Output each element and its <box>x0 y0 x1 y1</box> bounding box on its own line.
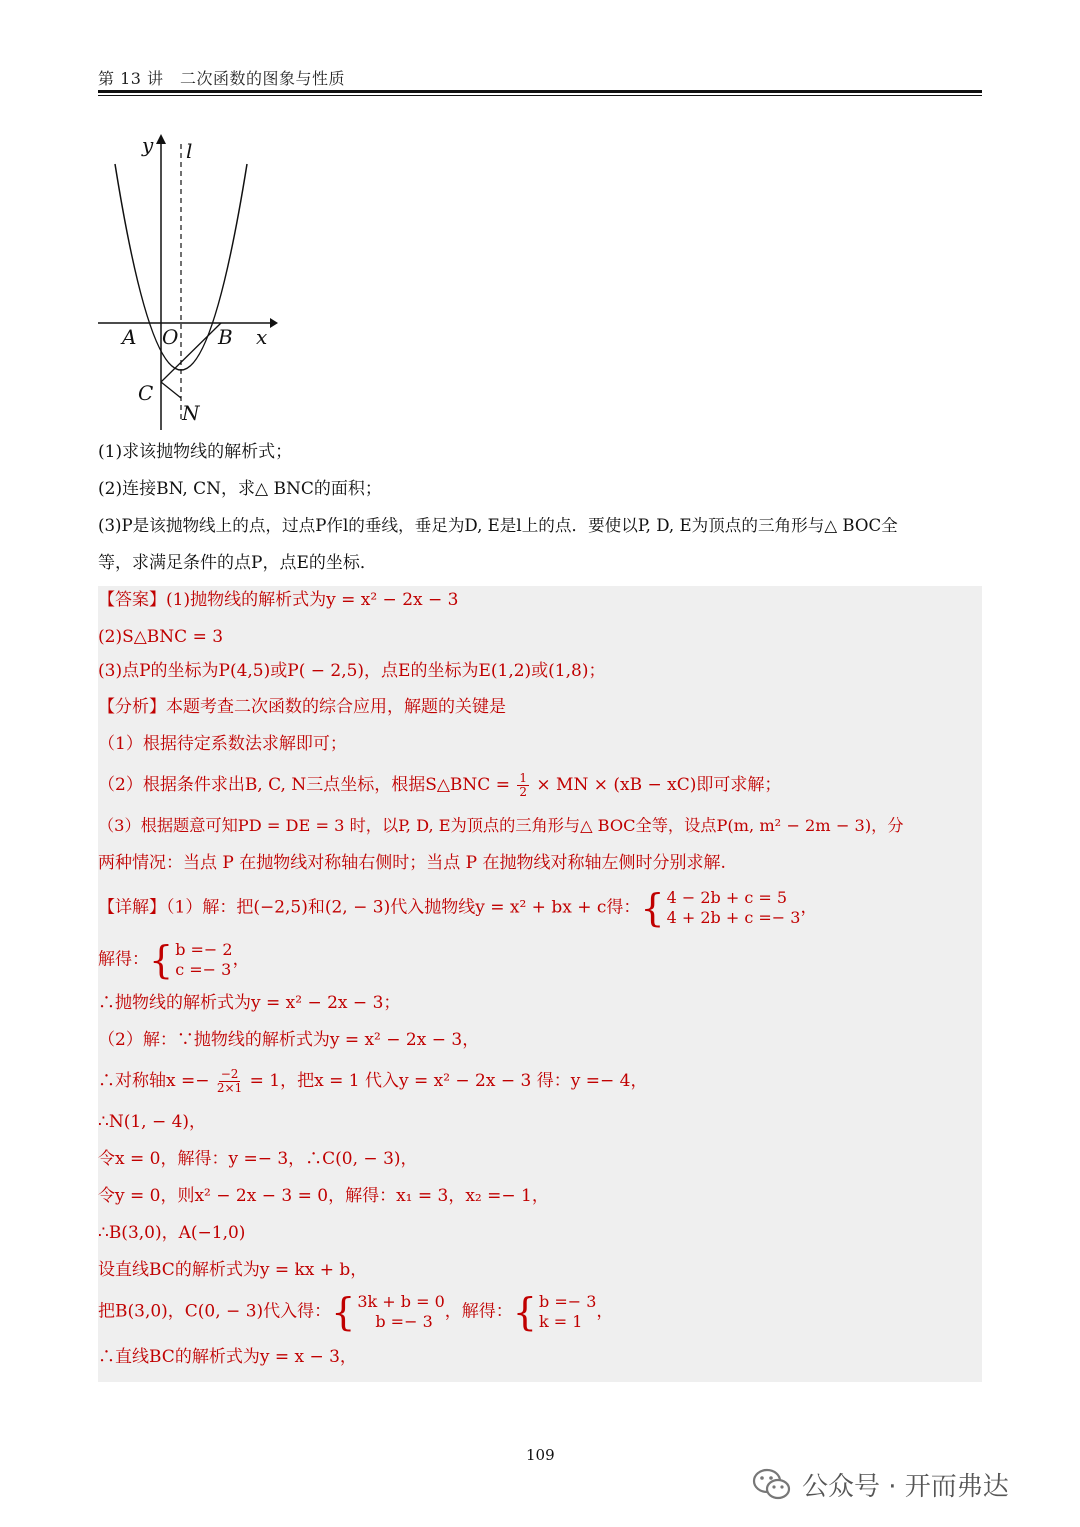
answer-1: (1)抛物线的解析式为y = x² − 2x − 3 <box>166 590 459 610</box>
detail-line-5 <box>98 1068 647 1095</box>
analysis-intro: 本题考查二次函数的综合应用，解题的关键是 <box>166 697 506 717</box>
brace-icon: { <box>512 1290 537 1334</box>
question-3-line-2: 等，求满足条件的点P，点E的坐标． <box>98 553 377 573</box>
detail-system-4-row-1: b =− 3 <box>538 1292 597 1311</box>
detail-line-7: 令x = 0，解得：y =− 3，∴C(0, − 3)， <box>98 1149 418 1169</box>
detail-line-2 <box>98 940 250 980</box>
detail-11-mid: ，解得： <box>444 1301 513 1322</box>
detail-11-post: ， <box>596 1301 614 1322</box>
detail-1-post: ， <box>800 897 818 918</box>
detail-system-3-row-2: b =− 3 <box>375 1312 433 1331</box>
detail-system-2-row-2: c =− 3 <box>175 960 232 979</box>
detail-label: 【详解】 <box>98 897 166 918</box>
label-l: l <box>186 139 193 163</box>
detail-system-3 <box>331 1292 445 1332</box>
header-rule-thick <box>98 90 982 93</box>
detail-5-post: = 1，把x = 1 代入y = x² − 2x − 3 得：y =− 4， <box>244 1071 648 1091</box>
detail-fraction <box>217 1068 242 1095</box>
label-O: O <box>162 325 179 349</box>
detail-system-1-row-1: 4 − 2b + c = 5 <box>666 888 788 907</box>
detail-system-1 <box>640 888 800 928</box>
analysis-fraction-den: 2 <box>519 785 527 799</box>
brace-icon: { <box>640 886 665 930</box>
label-C: C <box>138 381 154 405</box>
detail-system-1-row-2: 4 + 2b + c =− 3 <box>666 908 801 927</box>
segment-cn <box>161 382 181 398</box>
analysis-step-2-post: × MN × (xB − xC)即可求解； <box>531 775 782 795</box>
detail-fraction-den: 2×1 <box>216 1081 243 1095</box>
y-axis-arrow <box>156 134 166 144</box>
analysis-step-2 <box>98 772 781 799</box>
answer-2: (2)S△BNC = 3 <box>98 627 224 647</box>
detail-line-3: ∴抛物线的解析式为y = x² − 2x − 3； <box>98 993 401 1013</box>
analysis-fraction-num: 1 <box>519 771 527 785</box>
label-A: A <box>122 325 137 349</box>
detail-line-6: ∴N(1, − 4)， <box>98 1112 207 1132</box>
header-rule-thin <box>98 95 982 96</box>
detail-5-pre: ∴对称轴x =− <box>98 1071 215 1091</box>
question-1: (1)求该抛物线的解析式； <box>98 442 293 462</box>
label-B: B <box>218 325 233 349</box>
analysis-step-1: （1）根据待定系数法求解即可； <box>98 734 347 754</box>
answer-3: (3)点P的坐标为P(4,5)或P( − 2,5)，点E的坐标为E(1,2)或(1,8)； <box>98 661 606 681</box>
detail-11-pre: 把B(3,0)，C(0, − 3)代入得： <box>98 1301 332 1322</box>
detail-1-pre: （1）解：把(−2,5)和(2, − 3)代入抛物线y = x² + bx + c得： <box>166 897 641 918</box>
page-number: 109 <box>526 1446 555 1464</box>
analysis-step-2-pre: （2）根据条件求出B, C, N三点坐标，根据S△BNC = <box>98 775 516 795</box>
brace-icon: { <box>331 1290 356 1334</box>
analysis-line <box>98 695 506 719</box>
detail-line-1 <box>98 888 817 928</box>
question-3-line-1: (3)P是该抛物线上的点，过点P作l的垂线，垂足为D, E是l上的点．要使以P, D, E为顶点的三角形与△ BOC全 <box>98 516 898 535</box>
label-N: N <box>182 401 200 425</box>
page-header-title: 第 13 讲 二次函数的图象与性质 <box>98 69 346 88</box>
detail-2-pre: 解得： <box>98 949 149 970</box>
x-axis-arrow <box>270 318 278 328</box>
question-2: (2)连接BN, CN，求△ BNC的面积； <box>98 479 382 499</box>
detail-system-3-row-1: 3k + b = 0 <box>357 1292 445 1311</box>
detail-line-9: ∴B(3,0)，A(−1,0) <box>98 1223 246 1243</box>
detail-line-12: ∴直线BC的解析式为y = x − 3， <box>98 1347 357 1367</box>
analysis-fraction <box>517 772 529 799</box>
detail-fraction-num: −2 <box>220 1067 239 1081</box>
detail-2-post: ， <box>232 949 250 970</box>
wechat-icon <box>752 1467 792 1503</box>
detail-system-2 <box>149 940 233 980</box>
answer-label: 【答案】 <box>98 590 166 610</box>
parabola-graph <box>98 130 298 430</box>
detail-system-2-row-1: b =− 2 <box>175 940 233 959</box>
watermark <box>752 1466 1009 1503</box>
detail-system-4 <box>513 1292 597 1332</box>
detail-system-4-row-2: k = 1 <box>538 1312 583 1331</box>
analysis-label: 【分析】 <box>98 697 166 717</box>
label-x: x <box>256 325 268 349</box>
watermark-text: 公众号 · 开而弗达 <box>802 1472 1009 1502</box>
label-y: y <box>142 133 154 157</box>
detail-line-10: 设直线BC的解析式为y = kx + b， <box>98 1260 368 1280</box>
detail-line-8: 令y = 0，则x² − 2x − 3 = 0，解得：x₁ = 3，x₂ =− 1， <box>98 1186 549 1206</box>
brace-icon: { <box>149 938 174 982</box>
detail-line-4: （2）解：∵抛物线的解析式为y = x² − 2x − 3， <box>98 1030 480 1050</box>
analysis-step-3-line-1: （3）根据题意可知PD = DE = 3 时，以P, D, E为顶点的三角形与△ BOC全等，设点P(m, m² − 2m − 3)，分 <box>98 816 904 835</box>
answer-line-1 <box>98 588 458 612</box>
detail-line-11 <box>98 1292 613 1332</box>
analysis-step-3-line-2: 两种情况：当点 P 在抛物线对称轴右侧时；当点 P 在抛物线对称轴左侧时分别求解. <box>98 853 726 873</box>
